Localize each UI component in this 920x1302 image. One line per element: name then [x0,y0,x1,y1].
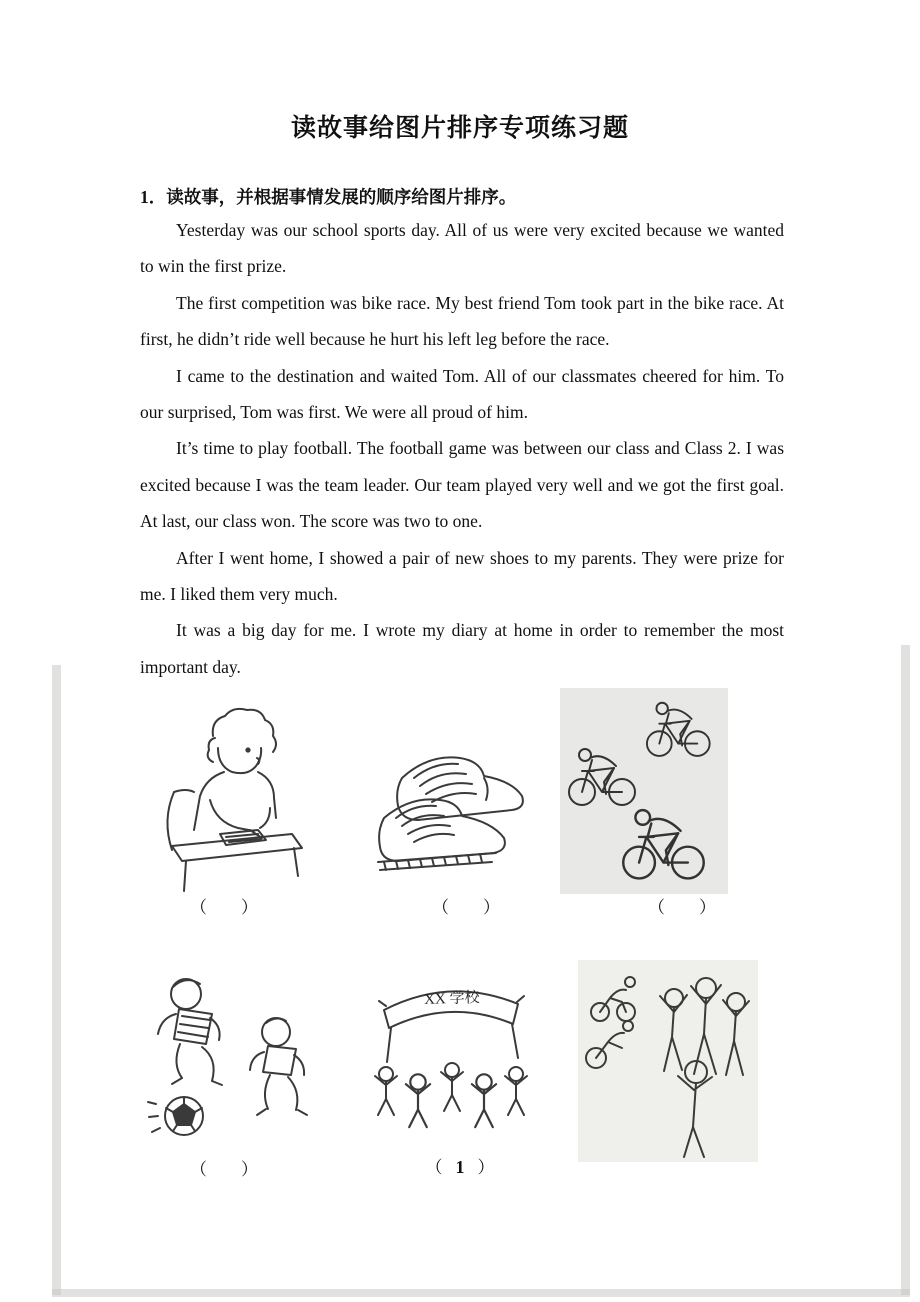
story-paragraph-1: Yesterday was our school sports day. All of us were very excited because we wanted to win the first prize. [140,220,784,277]
school-banner-text: XX 学校 [423,990,480,1008]
figure-new-shoes [366,736,538,886]
figure-football-game [146,960,331,1158]
figure-school-gate-crowd [356,966,544,1156]
school-gate-illustration [356,966,544,1156]
answer-blank-5-open-paren: （ [425,1158,443,1177]
answer-blank-5-close-paren: ） [477,1158,495,1177]
answer-blank-3: （ ） [648,898,716,917]
footer-page-number-group [0,1153,920,1178]
scan-edge-artifact-left [52,665,61,1295]
story-paragraph-2: The first competition was bike race. My best friend Tom took part in the bike race. At first, he didn’t ride well because he hurt his left leg before the race. [140,292,784,350]
answer-blank-4: （ ） [190,1160,258,1179]
story-paragraph-6: It was a big day for me. I wrote my diary at home in order to remember the most important day. [140,620,784,677]
boy-writing-illustration [158,698,308,896]
page-title: 读故事给图片排序专项练习题 [290,115,629,142]
story-paragraph-5: After I went home, I showed a pair of new shoes to my parents. They were prize for me. I liked them very much. [140,547,784,605]
football-game-illustration [146,960,331,1158]
figure-writing-diary [158,698,308,896]
bike-race-illustration [560,688,728,894]
answer-blank-2: （ ） [432,898,500,917]
figure-bike-race [560,688,728,894]
scan-edge-artifact-bottom [52,1289,910,1297]
answer-blank-1: （ ） [190,898,258,917]
question-heading: 1．读故事，并根据事情发展的顺序给图片排序。 [140,187,517,207]
figure-cheering-crowd [578,960,758,1162]
story-paragraph-3: I came to the destination and waited Tom. All of our classmates cheered for him. To our surprised, Tom was first. We were all proud of him. [140,365,784,423]
scan-edge-artifact-right [901,645,910,1295]
sports-shoes-illustration [366,736,538,886]
story-paragraph-4: It’s time to play football. The football game was between our class and Class 2. I was excited because I was the team leader. Our team played very well and we got the first goal. At last, our class won. The score was two to one. [140,438,784,532]
page-number: 1 [455,1157,465,1177]
story-text [140,212,784,685]
cheering-crowd-illustration [578,960,758,1162]
